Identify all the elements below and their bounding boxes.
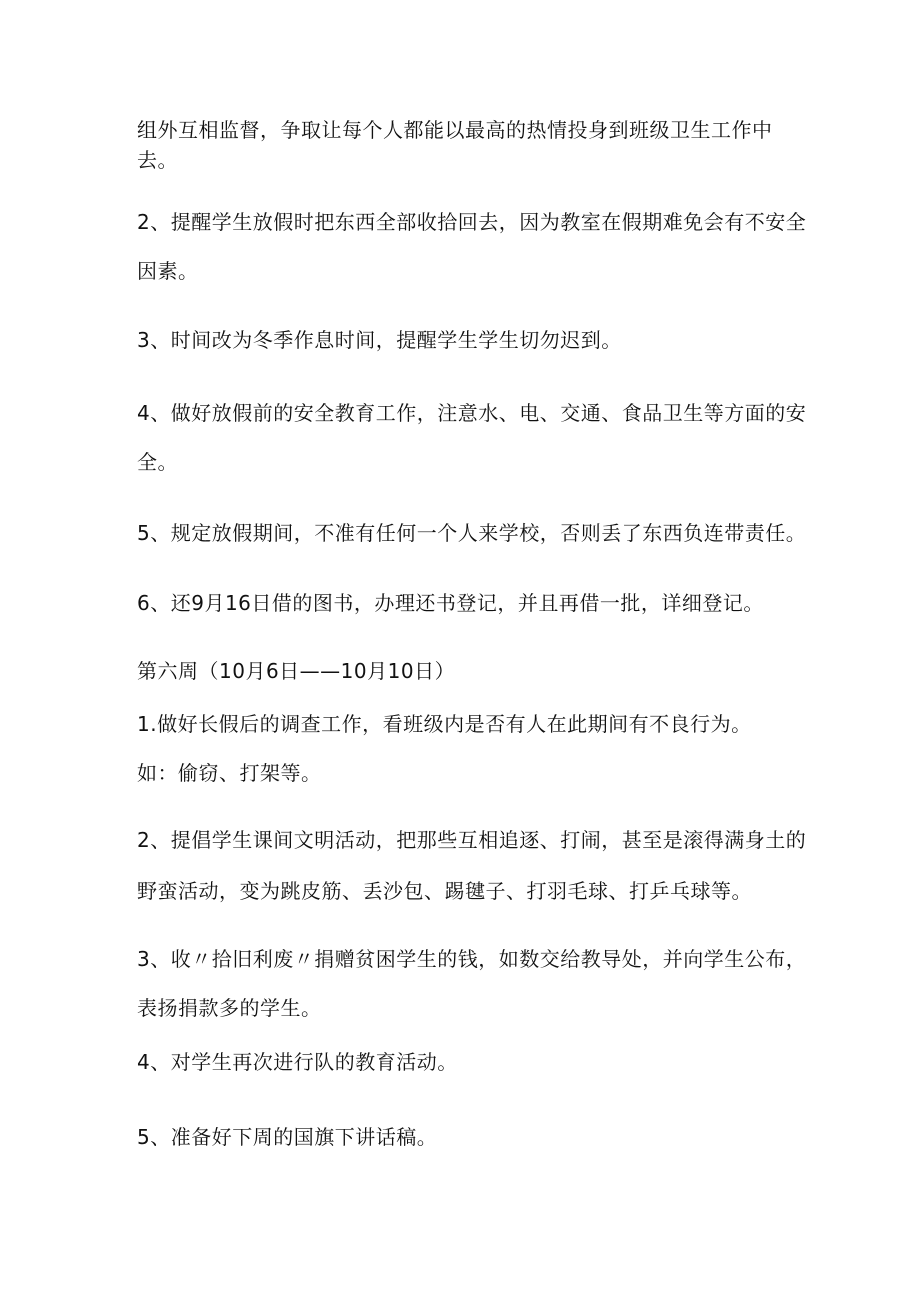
text-line: 表扬捐款多的学生。 xyxy=(137,996,322,1020)
text-line: 3、收〃拾旧利废〃捐赠贫困学生的钱，如数交给教导处，并向学生公布， xyxy=(137,947,807,971)
text-line: 5、规定放假期间，不准有任何一个人来学校，否则丢了东西负连带责任。 xyxy=(137,521,807,545)
text-line: 1.做好长假后的调查工作，看班级内是否有人在此期间有不良行为。 xyxy=(137,712,752,736)
text-line: 2、提醒学生放假时把东西全部收拾回去，因为教室在假期难免会有不安全 xyxy=(137,210,807,234)
text-line: 组外互相监督，争取让每个人都能以最高的热情投身到班级卫生工作中 xyxy=(137,118,773,142)
text-line: 如：偷窃、打架等。 xyxy=(137,761,322,785)
text-line: 2、提倡学生课间文明活动，把那些互相追逐、打闹，甚至是滚得满身土的 xyxy=(137,828,807,852)
text-line: 4、对学生再次进行队的教育活动。 xyxy=(137,1050,458,1074)
text-line: 因素。 xyxy=(137,259,199,283)
text-line: 去。 xyxy=(137,148,178,172)
text-line: 6、还9月16日借的图书，办理还书登记，并且再借一批，详细登记。 xyxy=(137,591,764,615)
text-line: 5、准备好下周的国旗下讲话稿。 xyxy=(137,1125,438,1149)
text-line: 野蛮活动，变为跳皮筋、丢沙包、踢毽子、打羽毛球、打乒乓球等。 xyxy=(137,879,752,903)
section-heading: 第六周（10月6日——10月10日） xyxy=(137,659,456,683)
text-line: 4、做好放假前的安全教育工作，注意水、电、交通、食品卫生等方面的安 xyxy=(137,401,807,425)
text-line: 3、时间改为冬季作息时间，提醒学生学生切勿迟到。 xyxy=(137,328,622,352)
text-line: 全。 xyxy=(137,450,178,474)
